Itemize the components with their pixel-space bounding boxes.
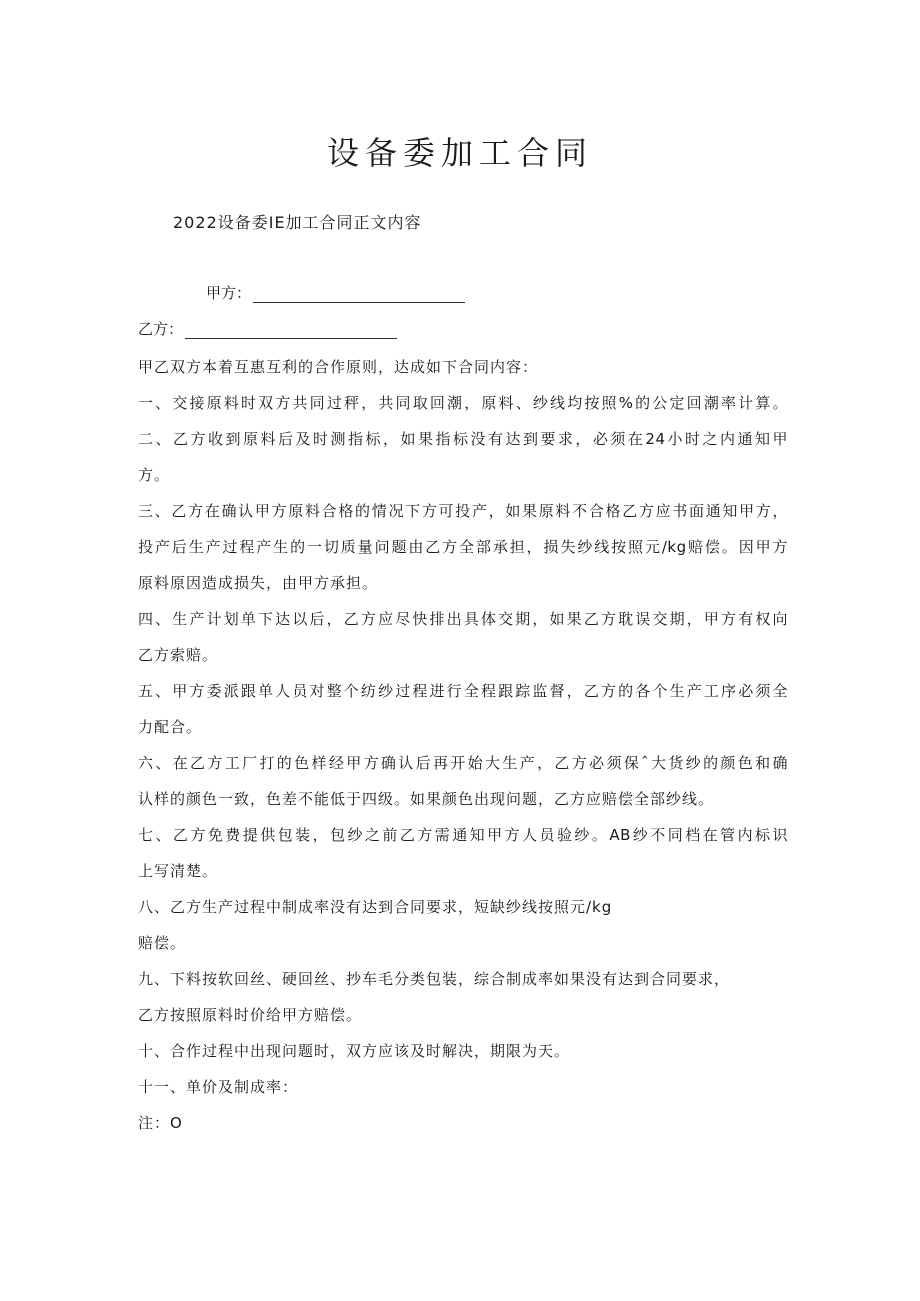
contract-body	[138, 349, 788, 1141]
document-title: 设备委加工合同	[326, 134, 593, 172]
contract-text-line: 十一、单价及制成率：	[138, 1078, 299, 1096]
contract-text-line: 七、乙方免费提供包装，包纱之前乙方需通知甲方人员验纱。AB纱不同档在管内标识	[138, 826, 788, 844]
contract-text-line: 一、交接原料时双方共同过秤，共同取回潮，原料、纱线均按照%的公定回潮率计算。	[138, 394, 788, 412]
document-subtitle: 2022设备委IE加工合同正文内容	[173, 213, 422, 232]
contract-text-line: 三、乙方在确认甲方原料合格的情况下方可投产，如果原料不合格乙方应书面通知甲方，	[138, 502, 788, 520]
contract-text-line: 力配合。	[138, 718, 203, 736]
party-a-field	[206, 282, 465, 303]
contract-text-line: 五、甲方委派跟单人员对整个纺纱过程进行全程跟踪监督，乙方的各个生产工序必须全	[138, 682, 788, 700]
contract-text-line: 上写清楚。	[138, 862, 219, 880]
contract-text-line: 九、下料按软回丝、硬回丝、抄车毛分类包装，综合制成率如果没有达到合同要求，	[138, 970, 731, 988]
contract-text-line: 六、在乙方工厂打的色样经甲方确认后再开始大生产，乙方必须保ˆ大货纱的颜色和确	[138, 754, 788, 772]
contract-text-line: 原料原因造成损失，由甲方承担。	[138, 574, 379, 592]
party-a-label: 甲方：	[206, 284, 252, 302]
party-b-label: 乙方：	[138, 320, 184, 338]
contract-text-line: 乙方索赔。	[138, 646, 219, 664]
contract-text-line: 注：O	[138, 1114, 183, 1132]
party-b-blank-line	[185, 324, 397, 339]
contract-text-line: 二、乙方收到原料后及时测指标，如果指标没有达到要求，必须在24小时之内通知甲	[138, 430, 788, 448]
contract-text-line: 八、乙方生产过程中制成率没有达到合同要求，短缺纱线按照元/kg	[138, 898, 613, 916]
contract-text-line: 乙方按照原料时价给甲方赔偿。	[138, 1006, 363, 1024]
contract-text-line: 四、生产计划单下达以后，乙方应尽快排出具体交期，如果乙方耽误交期，甲方有权向	[138, 610, 788, 628]
party-a-blank-line	[253, 288, 465, 303]
contract-text-line: 赔偿。	[138, 934, 187, 952]
party-b-field	[138, 318, 397, 339]
contract-text-line: 方。	[138, 466, 171, 484]
contract-text-line: 甲乙双方本着互惠互利的合作原则，达成如下合同内容：	[138, 358, 539, 376]
contract-text-line: 投产后生产过程产生的一切质量问题由乙方全部承担，损失纱线按照元/kg赔偿。因甲方	[138, 538, 789, 556]
contract-text-line: 认样的颜色一致，色差不能低于四级。如果颜色出现问题，乙方应赔偿全部纱线。	[138, 790, 715, 808]
contract-text-line: 十、合作过程中出现问题时，双方应该及时解决，期限为天。	[138, 1042, 571, 1060]
